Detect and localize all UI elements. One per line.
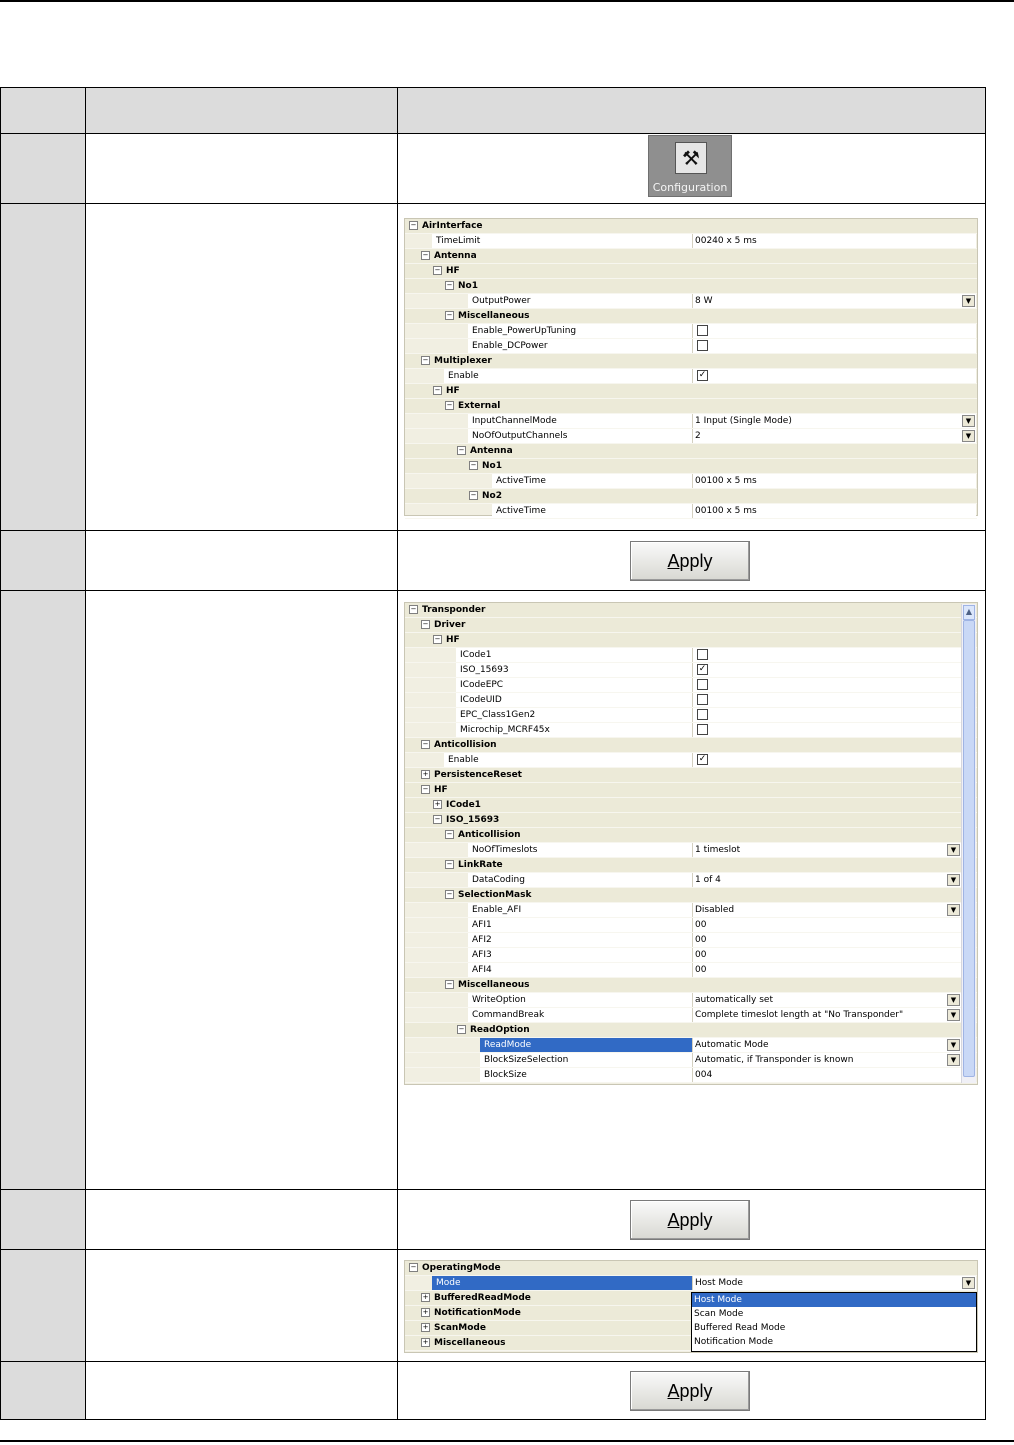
table-row <box>0 204 986 531</box>
property-value[interactable] <box>692 1053 961 1067</box>
property-value[interactable] <box>692 993 961 1007</box>
grid-category-row[interactable] <box>405 978 977 993</box>
steps-table <box>0 87 986 1420</box>
property-name: ActiveTime <box>492 474 692 488</box>
dropdown-option[interactable]: Buffered Read Mode <box>694 1323 786 1333</box>
category-label: PersistenceReset <box>434 770 522 780</box>
table-row <box>0 1190 986 1250</box>
grid-property-row[interactable] <box>405 414 977 429</box>
property-name: ICodeUID <box>456 693 692 707</box>
table-header-row <box>0 87 986 134</box>
property-value[interactable] <box>692 1276 976 1290</box>
checkbox-unchecked[interactable] <box>697 340 708 351</box>
collapse-icon[interactable]: − <box>458 446 465 454</box>
grid-property-row[interactable] <box>405 1008 977 1023</box>
table-row <box>0 134 986 204</box>
table-row <box>0 591 986 1190</box>
property-name: WriteOption <box>468 993 692 1007</box>
property-value-text: 1 Input (Single Mode) <box>695 416 792 426</box>
category-label: ISO_15693 <box>446 815 500 825</box>
configuration-label: Configuration <box>652 181 728 194</box>
property-name: ActiveTime <box>492 504 692 518</box>
collapse-icon[interactable]: − <box>422 620 429 628</box>
category-label: Miscellaneous <box>458 980 530 990</box>
property-value[interactable] <box>692 723 961 737</box>
grid-category-row[interactable] <box>405 1261 977 1276</box>
property-name: ReadMode <box>480 1038 692 1052</box>
property-name: ISO_15693 <box>456 663 692 677</box>
checkbox-unchecked[interactable] <box>697 649 708 660</box>
top-rule <box>0 0 1014 2</box>
apply-mnemonic: A <box>667 1381 680 1401</box>
property-name: Mode <box>432 1276 692 1290</box>
dropdown-arrow-icon[interactable]: ▼ <box>962 415 975 427</box>
property-value-text: 8 W <box>695 296 713 306</box>
property-value[interactable] <box>692 843 961 857</box>
property-value-text: 00 <box>695 950 707 960</box>
property-value[interactable] <box>692 414 976 428</box>
category-label: ScanMode <box>434 1323 486 1333</box>
property-name: InputChannelMode <box>468 414 692 428</box>
expand-icon[interactable]: + <box>422 1338 429 1346</box>
table-row <box>0 1362 986 1420</box>
property-name: BlockSize <box>480 1068 692 1082</box>
category-label: HF <box>434 785 448 795</box>
apply-label-rest: pply <box>679 551 713 571</box>
checkbox-checked[interactable]: ✓ <box>698 754 707 764</box>
property-name: Enable_AFI <box>468 903 692 917</box>
category-label: Antenna <box>470 446 513 456</box>
grid-property-row[interactable] <box>405 678 977 693</box>
expand-icon[interactable]: + <box>422 1323 429 1331</box>
collapse-icon[interactable]: − <box>422 356 429 364</box>
expand-icon[interactable]: + <box>422 1308 429 1316</box>
dropdown-arrow-icon[interactable]: ▼ <box>947 904 960 916</box>
collapse-icon[interactable]: − <box>446 980 453 988</box>
property-value-text: 1 timeslot <box>695 845 741 855</box>
grid-property-row[interactable] <box>405 993 977 1008</box>
property-value[interactable] <box>692 933 961 947</box>
collapse-icon[interactable]: − <box>446 890 453 898</box>
dropdown-option[interactable]: Host Mode <box>692 1293 976 1307</box>
grid-property-row[interactable] <box>405 294 977 309</box>
property-name: Enable_DCPower <box>468 339 692 353</box>
property-name: AFI1 <box>468 918 692 932</box>
category-label: Driver <box>434 620 466 630</box>
apply-label-rest: pply <box>679 1210 713 1230</box>
property-name: OutputPower <box>468 294 692 308</box>
category-label: HF <box>446 386 460 396</box>
property-value[interactable] <box>692 429 976 443</box>
property-value[interactable] <box>692 903 961 917</box>
property-value[interactable] <box>692 948 961 962</box>
category-label: BufferedReadMode <box>434 1293 531 1303</box>
property-value[interactable] <box>692 324 976 338</box>
property-name: ICode1 <box>456 648 692 662</box>
apply-button[interactable] <box>630 1371 750 1411</box>
dropdown-arrow-icon[interactable]: ▼ <box>962 1277 975 1289</box>
property-value[interactable] <box>692 678 961 692</box>
property-name: AFI3 <box>468 948 692 962</box>
header-action-cell <box>86 88 398 133</box>
expand-icon[interactable]: + <box>422 770 429 778</box>
grid-property-row[interactable] <box>405 903 977 918</box>
property-name: AFI4 <box>468 963 692 977</box>
grid-property-row[interactable] <box>405 963 977 978</box>
property-value[interactable] <box>692 963 961 977</box>
grid-property-row[interactable] <box>405 234 977 249</box>
category-label: No1 <box>458 281 478 291</box>
grid-category-row[interactable] <box>405 219 977 234</box>
grid-category-row[interactable] <box>405 309 977 324</box>
collapse-icon[interactable]: − <box>422 251 429 259</box>
checkbox-checked[interactable]: ✓ <box>698 370 707 380</box>
grid-property-row[interactable] <box>405 339 977 354</box>
property-value[interactable] <box>692 339 976 353</box>
grid-category-row[interactable] <box>405 444 977 459</box>
property-value[interactable] <box>692 873 961 887</box>
category-label: AirInterface <box>422 221 483 231</box>
grid-property-row[interactable] <box>405 504 977 519</box>
grid-category-row[interactable] <box>405 768 977 783</box>
collapse-icon[interactable]: − <box>446 401 453 409</box>
grid-property-row[interactable] <box>405 933 977 948</box>
property-value-text: 004 <box>695 1070 713 1080</box>
property-value[interactable] <box>692 693 961 707</box>
property-name: DataCoding <box>468 873 692 887</box>
tools-icon: ⚒ <box>675 142 707 174</box>
category-label: ReadOption <box>470 1025 530 1035</box>
checkbox-unchecked[interactable] <box>697 709 708 720</box>
collapse-icon[interactable]: − <box>446 311 453 319</box>
grid-category-row[interactable] <box>405 489 977 504</box>
grid-property-row[interactable] <box>405 708 977 723</box>
category-label: SelectionMask <box>458 890 532 900</box>
property-value[interactable] <box>692 369 976 383</box>
grid-property-row[interactable] <box>405 1038 977 1053</box>
property-value[interactable] <box>692 1038 961 1052</box>
category-label: Antenna <box>434 251 477 261</box>
property-name: CommandBreak <box>468 1008 692 1022</box>
grid-category-row[interactable] <box>405 858 977 873</box>
dropdown-arrow-icon[interactable]: ▼ <box>947 874 960 886</box>
grid-category-row[interactable] <box>405 798 977 813</box>
property-value[interactable] <box>692 753 961 767</box>
dropdown-arrow-icon[interactable]: ▼ <box>947 994 960 1006</box>
checkbox-unchecked[interactable] <box>697 325 708 336</box>
property-value-text: 00 <box>695 965 707 975</box>
collapse-icon[interactable]: − <box>410 605 417 613</box>
grid-property-row[interactable] <box>405 648 977 663</box>
property-value-text: Automatic Mode <box>695 1040 769 1050</box>
property-value[interactable] <box>692 708 961 722</box>
category-label: HF <box>446 266 460 276</box>
grid-category-row[interactable] <box>405 813 977 828</box>
dropdown-arrow-icon[interactable]: ▼ <box>962 430 975 442</box>
property-name: Microchip_MCRF45x <box>456 723 692 737</box>
dropdown-option[interactable]: Notification Mode <box>694 1337 774 1347</box>
grid-property-row[interactable] <box>405 873 977 888</box>
scroll-up-icon[interactable]: ▲ <box>963 605 975 620</box>
property-value-text: Automatic, if Transponder is known <box>695 1055 854 1065</box>
property-name: Enable <box>444 369 692 383</box>
property-value[interactable] <box>692 663 961 677</box>
category-label: Miscellaneous <box>434 1338 506 1348</box>
apply-mnemonic: A <box>667 1210 680 1230</box>
grid-category-row[interactable] <box>405 354 977 369</box>
collapse-icon[interactable]: − <box>410 1263 417 1271</box>
property-value-text: 00240 x 5 ms <box>695 236 757 246</box>
grid-property-row[interactable] <box>405 324 977 339</box>
mode-dropdown-list[interactable] <box>691 1292 977 1352</box>
property-value-text: Complete timeslot length at "No Transponder" <box>695 1010 904 1020</box>
grid-property-row[interactable] <box>405 369 977 384</box>
property-value-text: 00100 x 5 ms <box>695 506 757 516</box>
grid-property-row[interactable] <box>405 1276 977 1291</box>
apply-label-rest: pply <box>679 1381 713 1401</box>
property-value-text: Disabled <box>695 905 735 915</box>
property-value[interactable] <box>692 648 961 662</box>
property-value[interactable] <box>692 1068 961 1082</box>
grid-category-row[interactable] <box>405 399 977 414</box>
bottom-rule <box>0 1440 1014 1442</box>
grid-category-row[interactable] <box>405 738 977 753</box>
grid-category-row[interactable] <box>405 384 977 399</box>
property-value[interactable] <box>692 294 976 308</box>
property-value[interactable] <box>692 504 976 518</box>
dropdown-arrow-icon[interactable]: ▼ <box>947 1009 960 1021</box>
category-label: Multiplexer <box>434 356 492 366</box>
grid-category-row[interactable] <box>405 828 977 843</box>
collapse-icon[interactable]: − <box>434 386 441 394</box>
dropdown-arrow-icon[interactable]: ▼ <box>947 844 960 856</box>
grid-property-row[interactable] <box>405 843 977 858</box>
category-label: Transponder <box>422 605 486 615</box>
category-label: Anticollision <box>458 830 521 840</box>
header-step-cell <box>1 88 86 133</box>
grid-category-row[interactable] <box>405 249 977 264</box>
collapse-icon[interactable]: − <box>446 860 453 868</box>
grid-category-row[interactable] <box>405 279 977 294</box>
grid-property-row[interactable] <box>405 693 977 708</box>
checkbox-checked[interactable]: ✓ <box>698 664 707 674</box>
collapse-icon[interactable]: − <box>422 785 429 793</box>
collapse-icon[interactable]: − <box>446 281 453 289</box>
grid-property-row[interactable] <box>405 1068 977 1083</box>
property-value-text: Host Mode <box>695 1278 743 1288</box>
grid-property-row[interactable] <box>405 948 977 963</box>
grid-category-row[interactable] <box>405 603 977 618</box>
checkbox-unchecked[interactable] <box>697 724 708 735</box>
table-row <box>0 531 986 591</box>
property-name: Enable_PowerUpTuning <box>468 324 692 338</box>
category-label: Miscellaneous <box>458 311 530 321</box>
grid-category-row[interactable] <box>405 459 977 474</box>
collapse-icon[interactable]: − <box>458 1025 465 1033</box>
property-name: EPC_Class1Gen2 <box>456 708 692 722</box>
collapse-icon[interactable]: − <box>410 221 417 229</box>
expand-icon[interactable]: + <box>434 800 441 808</box>
grid-category-row[interactable] <box>405 633 977 648</box>
property-name: AFI2 <box>468 933 692 947</box>
property-value-text: 1 of 4 <box>695 875 721 885</box>
apply-mnemonic: A <box>667 551 680 571</box>
property-value[interactable] <box>692 918 961 932</box>
table-row <box>0 1250 986 1362</box>
apply-button[interactable] <box>630 1200 750 1240</box>
category-label: ICode1 <box>446 800 481 810</box>
grid-property-row[interactable] <box>405 1053 977 1068</box>
grid-category-row[interactable] <box>405 264 977 279</box>
property-value-text: 00100 x 5 ms <box>695 476 757 486</box>
vertical-scrollbar[interactable] <box>961 604 976 1083</box>
expand-icon[interactable]: + <box>422 1293 429 1301</box>
collapse-icon[interactable]: − <box>422 740 429 748</box>
property-value-text: 00 <box>695 920 707 930</box>
grid-category-row[interactable] <box>405 783 977 798</box>
dropdown-option[interactable]: Scan Mode <box>694 1309 744 1319</box>
property-value-text: 00 <box>695 935 707 945</box>
category-label: OperatingMode <box>422 1263 501 1273</box>
grid-category-row[interactable] <box>405 618 977 633</box>
air-interface-property-grid[interactable] <box>404 218 978 516</box>
collapse-icon[interactable]: − <box>434 635 441 643</box>
property-name: NoOfTimeslots <box>468 843 692 857</box>
header-screen-cell <box>398 88 985 133</box>
grid-property-row[interactable] <box>405 918 977 933</box>
grid-category-row[interactable] <box>405 1023 977 1038</box>
property-value[interactable] <box>692 474 976 488</box>
category-label: No2 <box>482 491 502 501</box>
collapse-icon[interactable]: − <box>470 491 477 499</box>
grid-category-row[interactable] <box>405 888 977 903</box>
property-value[interactable] <box>692 234 976 248</box>
configuration-button[interactable] <box>648 135 732 197</box>
collapse-icon[interactable]: − <box>446 830 453 838</box>
checkbox-unchecked[interactable] <box>697 679 708 690</box>
category-label: External <box>458 401 501 411</box>
property-value[interactable] <box>692 1008 961 1022</box>
category-label: NotificationMode <box>434 1308 521 1318</box>
category-label: No1 <box>482 461 502 471</box>
property-value-text: automatically set <box>695 995 773 1005</box>
apply-button[interactable] <box>630 541 750 581</box>
property-name: BlockSizeSelection <box>480 1053 692 1067</box>
property-name: NoOfOutputChannels <box>468 429 692 443</box>
scrollbar-thumb[interactable] <box>963 620 975 1077</box>
checkbox-unchecked[interactable] <box>697 694 708 705</box>
category-label: HF <box>446 635 460 645</box>
property-name: Enable <box>444 753 692 767</box>
transponder-property-grid[interactable] <box>404 602 978 1085</box>
dropdown-arrow-icon[interactable]: ▼ <box>962 295 975 307</box>
grid-property-row[interactable] <box>405 429 977 444</box>
dropdown-arrow-icon[interactable]: ▼ <box>947 1039 960 1051</box>
grid-property-row[interactable] <box>405 753 977 768</box>
property-value-text: 2 <box>695 431 701 441</box>
category-label: Anticollision <box>434 740 497 750</box>
grid-property-row[interactable] <box>405 663 977 678</box>
collapse-icon[interactable]: − <box>434 815 441 823</box>
collapse-icon[interactable]: − <box>434 266 441 274</box>
grid-property-row[interactable] <box>405 723 977 738</box>
collapse-icon[interactable]: − <box>470 461 477 469</box>
dropdown-arrow-icon[interactable]: ▼ <box>947 1054 960 1066</box>
category-label: LinkRate <box>458 860 503 870</box>
property-name: TimeLimit <box>432 234 692 248</box>
property-name: ICodeEPC <box>456 678 692 692</box>
grid-property-row[interactable] <box>405 474 977 489</box>
